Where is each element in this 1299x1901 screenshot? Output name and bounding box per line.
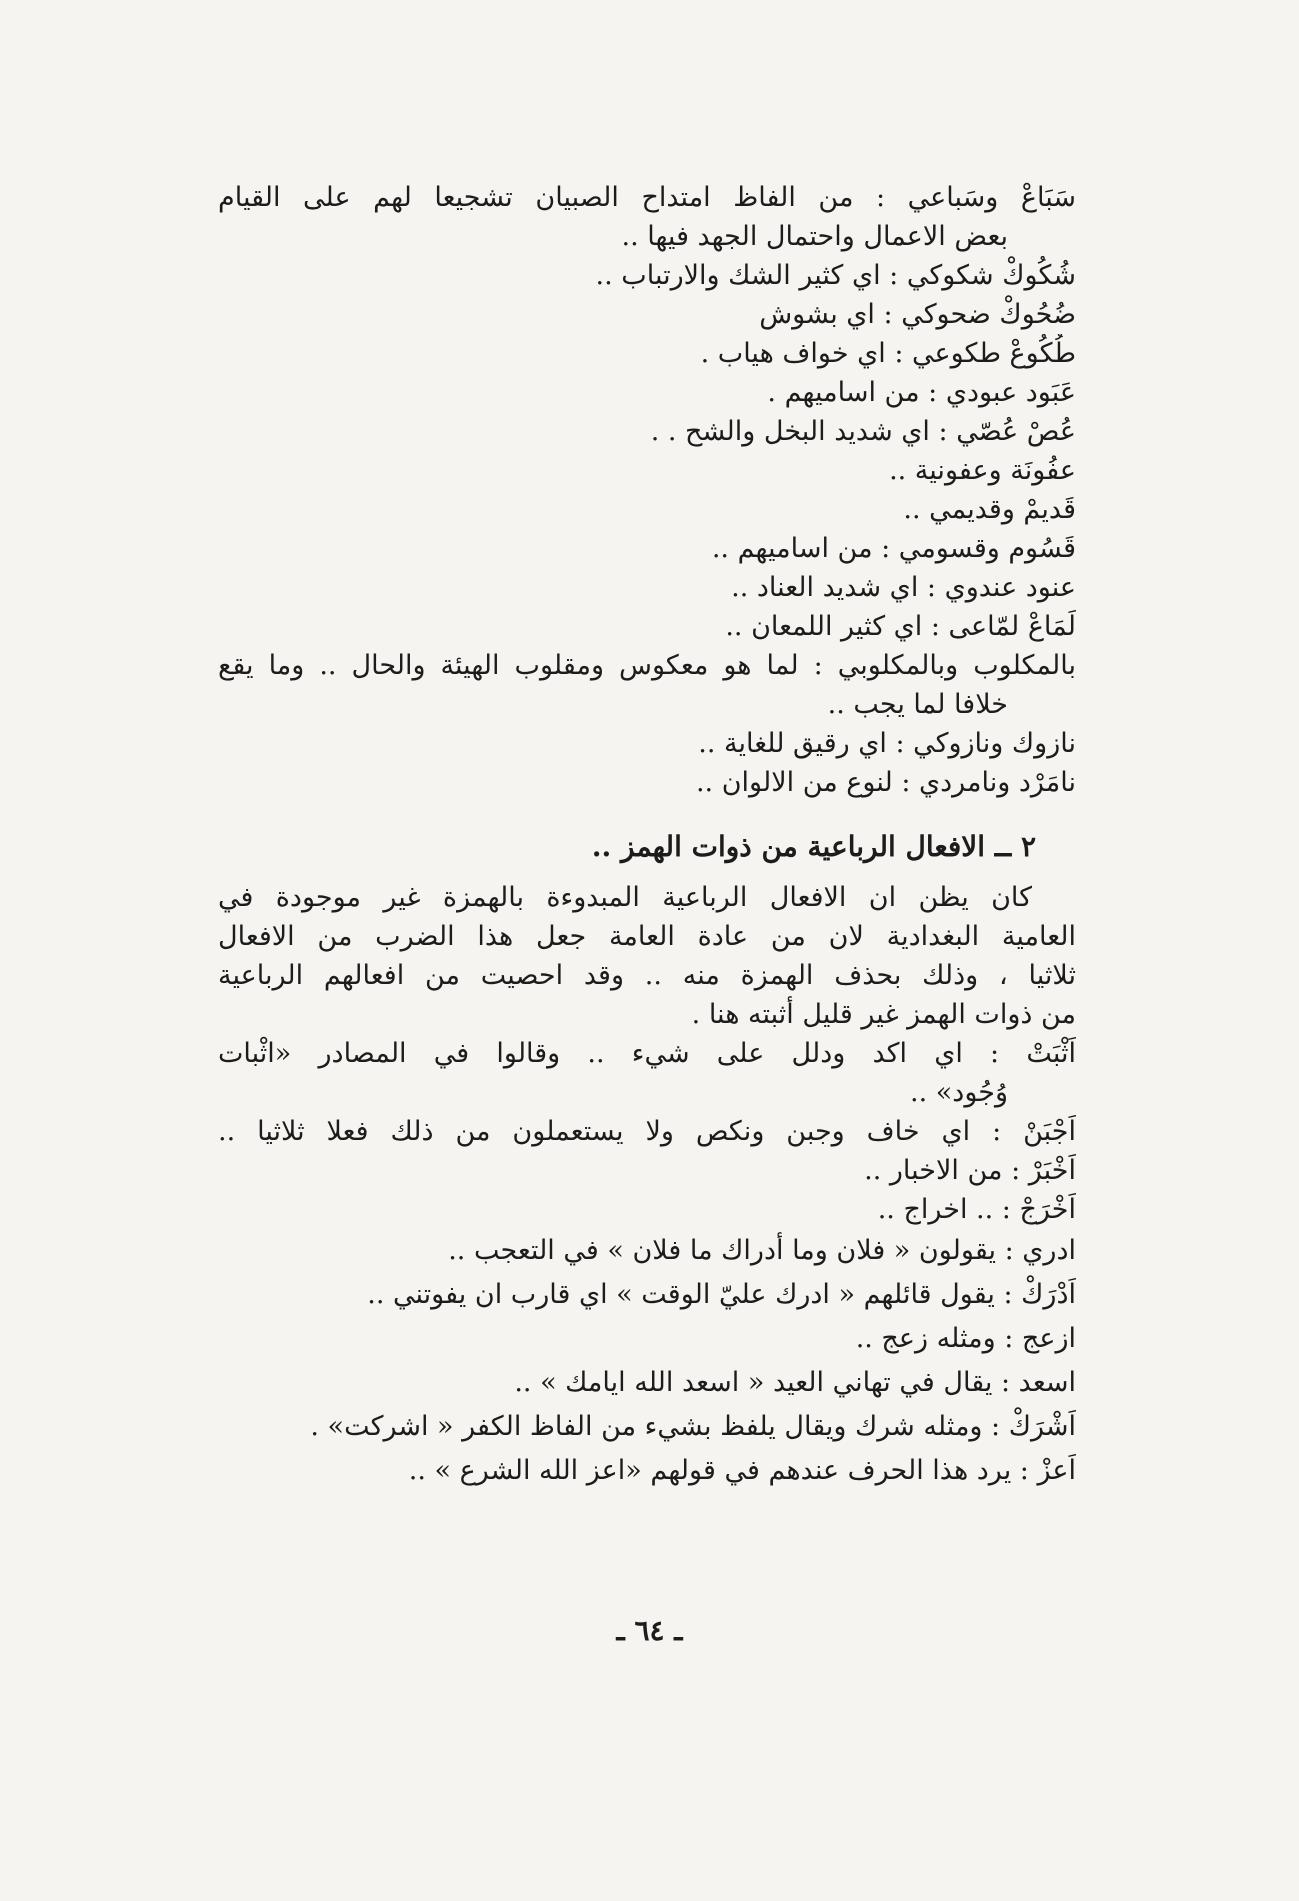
entry-line: طُكُوعْ طكوعي : اي خواف هياب . — [700, 338, 1076, 369]
entry-line: لَمَاعْ لمّاعى : اي كثير اللمعان .. — [725, 611, 1076, 642]
entry-line: عنود عندوي : اي شديد العناد .. — [731, 572, 1076, 603]
entry-line: ازعج : ومثله زعج .. — [855, 1323, 1076, 1354]
section-heading: ٢ ــ الافعال الرباعية من ذوات الهمز .. — [591, 830, 1036, 863]
entry-line: عفُونَة وعفونية .. — [889, 455, 1076, 486]
entry-line: عُصْ عُصّي : اي شديد البخل والشح . . — [650, 416, 1076, 447]
entry-line: عَبَود عبودي : من اساميهم . — [767, 377, 1076, 408]
paragraph-line: ثلاثيا ، وذلك بحذف الهمزة منه .. وقد احصيت من افعالهم الرباعية — [218, 960, 1076, 991]
entry-line: قَديمْ وقديمي .. — [903, 494, 1076, 525]
entry-continuation: وُجُود» .. — [910, 1077, 1008, 1108]
heading-spacer — [218, 870, 1076, 878]
paragraph-line: من ذوات الهمز غير قليل أثبته هنا . — [691, 999, 1076, 1030]
entry-line: نامَرْد ونامردي : لنوع من الالوان .. — [695, 767, 1076, 798]
entry-line: اَشْرَكْ : ومثله شرك ويقال يلفظ بشيء من الفاظ الكفر « اشركت» . — [310, 1411, 1076, 1442]
entry-continuation: خلافا لما يجب .. — [827, 689, 1008, 720]
entry-line: بالمكلوب وبالمكلوبي : لما هو معكوس ومقلوب الهيئة والحال .. وما يقع — [218, 650, 1076, 681]
section-spacer — [218, 802, 1076, 824]
entry-line: اَعزْ : يرد هذا الحرف عندهم في قولهم «اعز الله الشرع » .. — [408, 1455, 1076, 1486]
entry-continuation: بعض الاعمال واحتمال الجهد فيها .. — [621, 221, 1008, 252]
entry-line: اَجْبَنْ : اي خاف وجبن ونكص ولا يستعملون من ذلك فعلا ثلاثيا .. — [218, 1116, 1076, 1147]
entry-line: اسعد : يقال في تهاني العيد « اسعد الله ايامك » .. — [514, 1367, 1076, 1398]
entry-line: اَثْبَتْ : اي اكد ودلل على شيء .. وقالوا في المصادر «اثْبات — [218, 1038, 1076, 1069]
entry-line: قَسُوم وقسومي : من اساميهم .. — [711, 533, 1076, 564]
page-number: ـ ٦٤ ـ — [616, 1614, 683, 1647]
page-body — [218, 178, 1076, 1493]
paragraph-line: كان يظن ان الافعال الرباعية المبدوءة بالهمزة غير موجودة في — [218, 882, 1032, 913]
entry-line: اَدْرَكْ : يقول قائلهم « ادرك عليّ الوقت » اي قارب ان يفوتني .. — [367, 1279, 1076, 1310]
entry-line: ضُحُوكْ ضحوكي : اي بشوش — [759, 299, 1076, 330]
entry-line: اَخْرَجْ : .. اخراج .. — [877, 1194, 1076, 1225]
entry-line: ادري : يقولون « فلان وما أدراك ما فلان » في التعجب .. — [448, 1235, 1076, 1266]
entry-line: اَخْبَرْ : من الاخبار .. — [864, 1155, 1076, 1186]
entry-line: سَبَاعْ وسَباعي : من الفاظ امتداح الصبيان تشجيعا لهم على القيام — [218, 182, 1076, 213]
entry-line: نازوك ونازوكي : اي رقيق للغاية .. — [698, 728, 1076, 759]
entry-line: شُكُوكْ شكوكي : اي كثير الشك والارتباب .. — [595, 260, 1076, 291]
paragraph-line: العامية البغدادية لان من عادة العامة جعل هذا الضرب من الافعال — [218, 921, 1076, 952]
